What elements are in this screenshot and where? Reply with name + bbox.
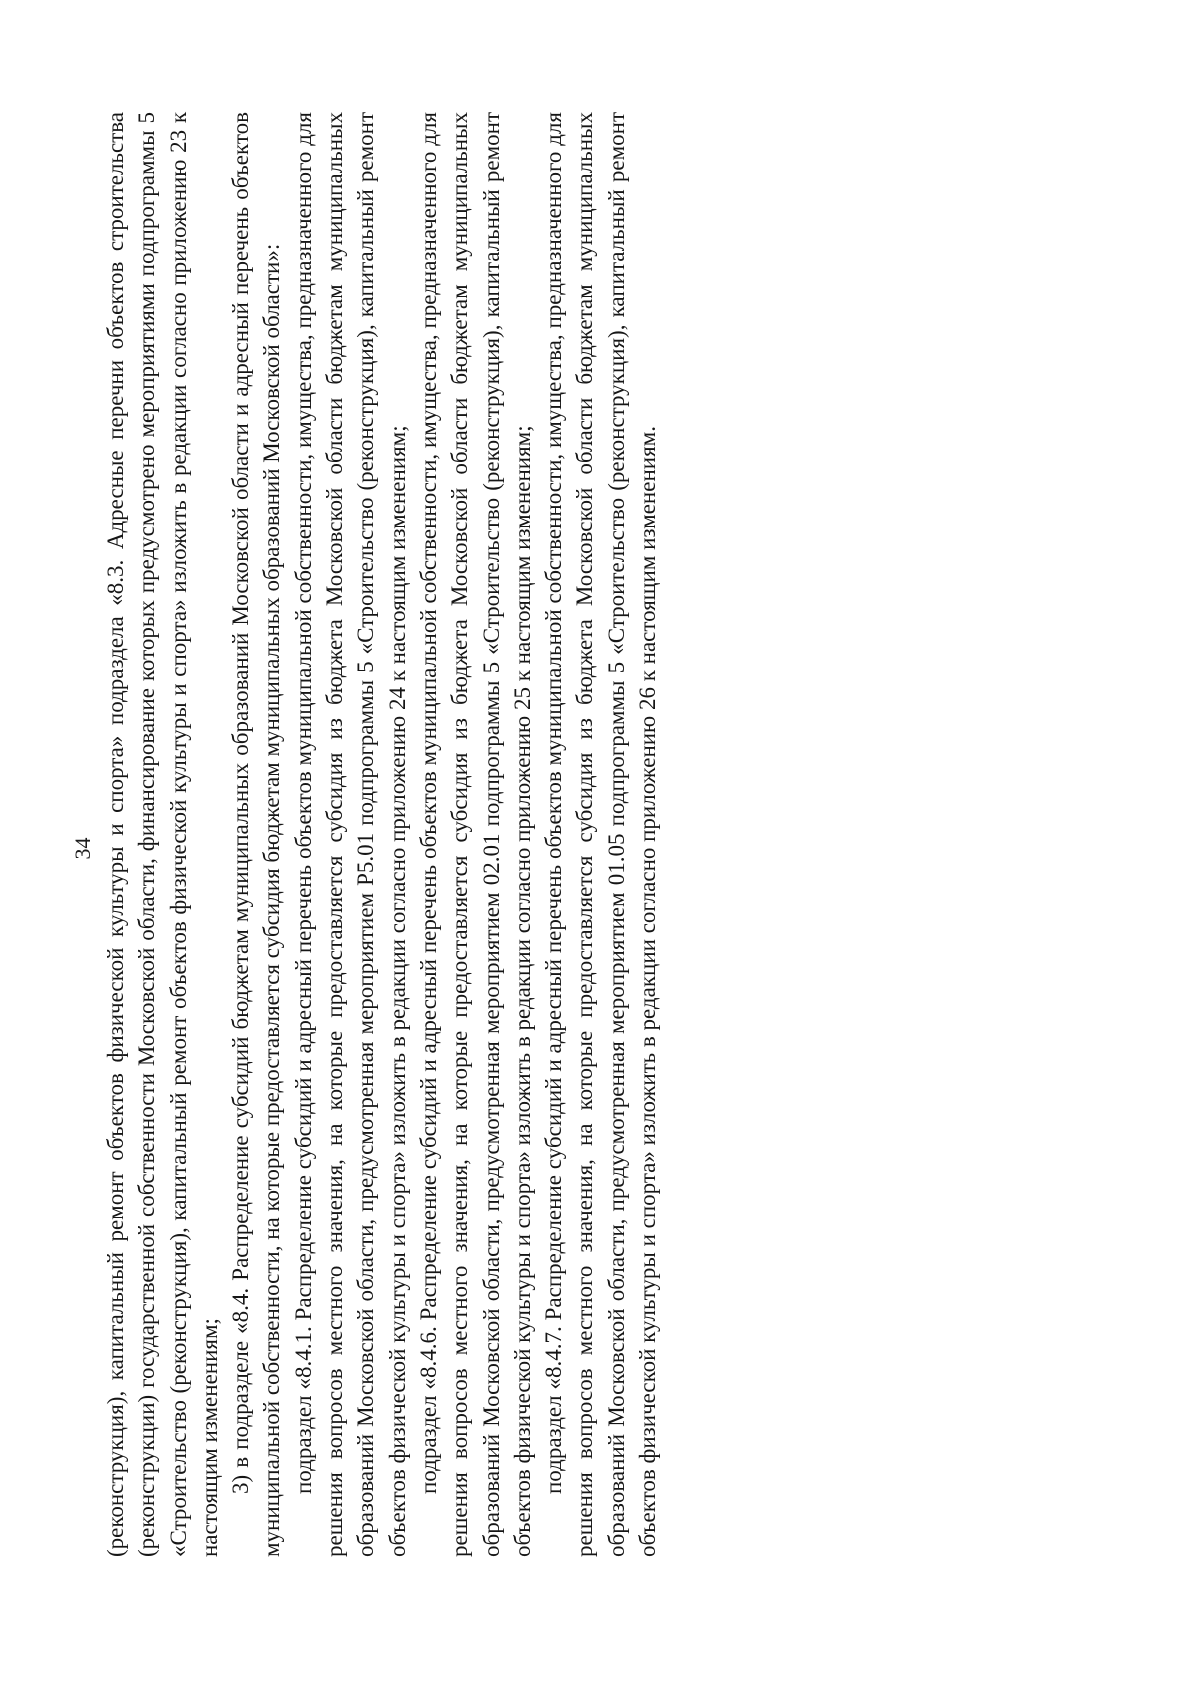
document-body: [100, 112, 663, 1557]
paragraph-continuation: (реконструкция), капитальный ремонт объектов физической культуры и спорта» подраздела «8.3. Адресные перечни объектов строительства (реконструкции) государственной собственности Московской области, финансирование которых предусмотрено мероприятиями подпрограммы 5 «Строительство (реконструкция), капитальный ремонт объектов физической культуры и спорта» изложить в редакции согласно приложению 23 к настоящим изменениям;: [103, 112, 222, 1557]
paragraph-subsection-8-4-intro: 3) в подразделе «8.4. Распределение субсидий бюджетам муниципальных образований Московской области и адресный перечень объектов муниципальной собственности, на которые предоставляется субсидия бюджетам муниципальных образований Московской области»:: [228, 112, 285, 1557]
paragraph-subsection-8-4-1: подраздел «8.4.1. Распределение субсидий и адресный перечень объектов муниципальной собственности, имущества, предназначенного для решения вопросов местного значения, на которые предоставляется субсидия из бюджета Московской области бюджетам муниципальных образований Московской области, предусмотренная мероприятием Р5.01 подпрограммы 5 «Строительство (реконструкция), капитальный ремонт объектов физической культуры и спорта» изложить в редакции согласно приложению 24 к настоящим изменениям;: [290, 112, 410, 1557]
paragraph-subsection-8-4-7: подраздел «8.4.7. Распределение субсидий и адресный перечень объектов муниципальной собственности, имущества, предназначенного для решения вопросов местного значения, на которые предоставляется субсидия из бюджета Московской области бюджетам муниципальных образований Московской области, предусмотренная мероприятием 01.05 подпрограммы 5 «Строительство (реконструкция), капитальный ремонт объектов физической культуры и спорта» изложить в редакции согласно приложению 26 к настоящим изменениям.: [541, 112, 661, 1557]
paragraph-subsection-8-4-6: подраздел «8.4.6. Распределение субсидий и адресный перечень объектов муниципальной собственности, имущества, предназначенного для решения вопросов местного значения, на которые предоставляется субсидия из бюджета Московской области бюджетам муниципальных образований Московской области, предусмотренная мероприятием 02.01 подпрограммы 5 «Строительство (реконструкция), капитальный ремонт объектов физической культуры и спорта» изложить в редакции согласно приложению 25 к настоящим изменениям;: [415, 112, 535, 1557]
page-number: 34: [70, 837, 95, 860]
